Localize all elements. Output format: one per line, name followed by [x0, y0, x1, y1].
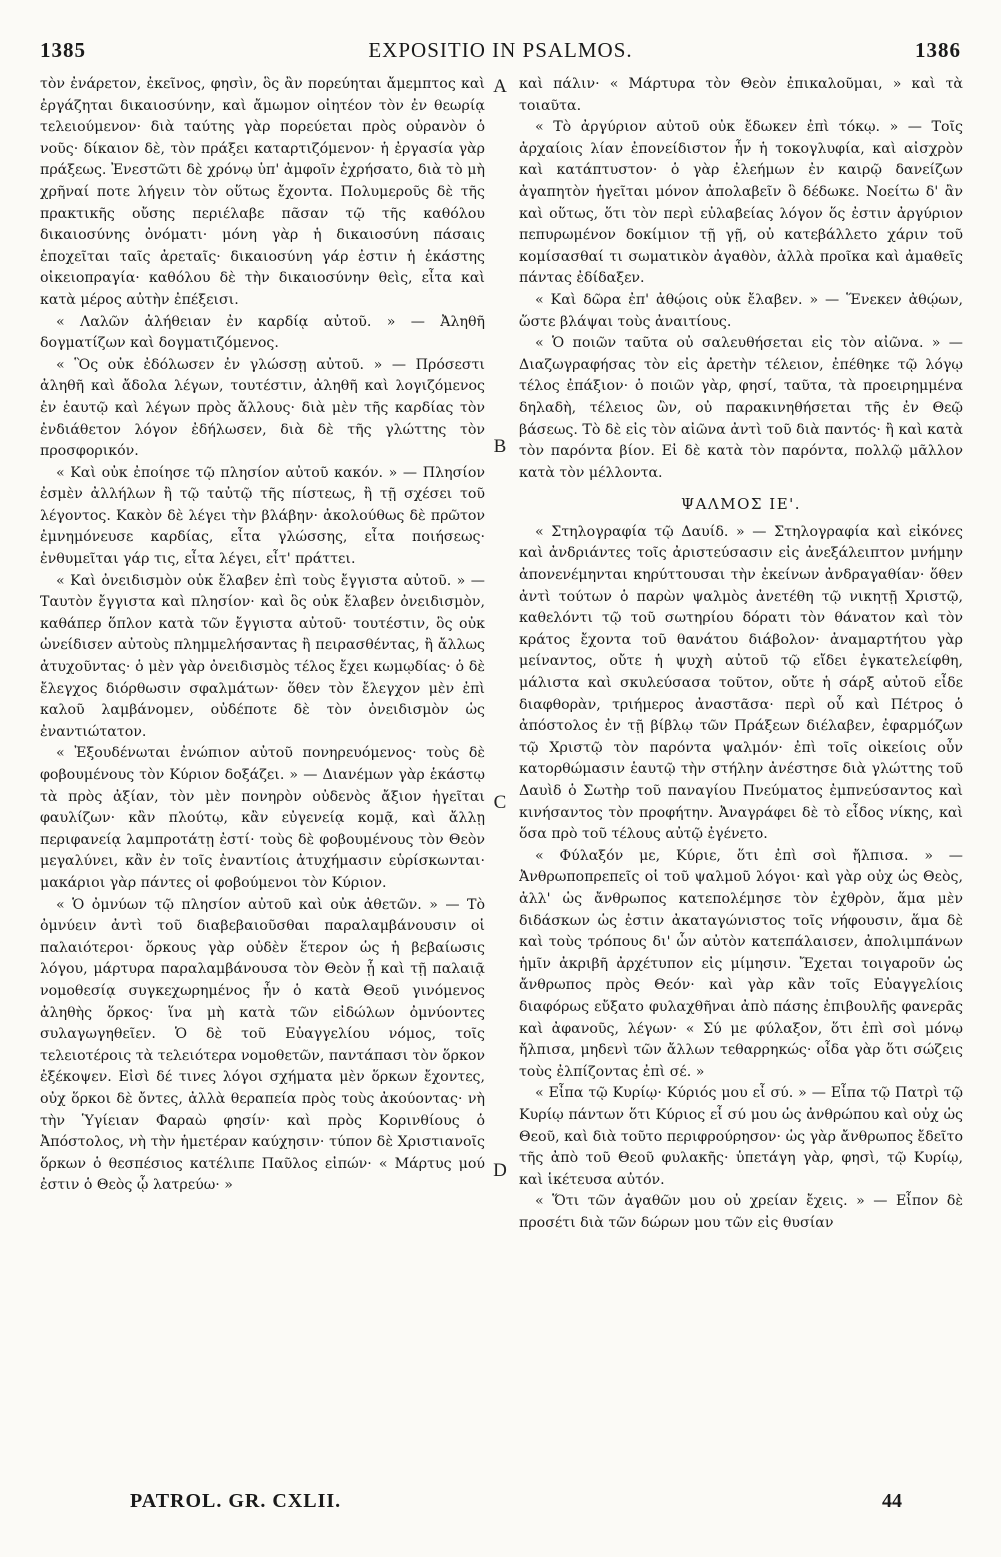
- left-column: [40, 74, 485, 1474]
- margin-marker-b: B: [493, 436, 507, 457]
- right-paragraph-7: « Εἶπα τῷ Κυρίῳ· Κύριός μου εἶ σύ. » — Εἶπα τῷ Πατρὶ τῷ Κυρίῳ πάντων ὅτι Κύριος εἶ σύ μου ὡς ἀνθρώπου καὶ οὐχ ὡς Θεοῦ, καὶ διὰ τοῦτο περιφρούρησον· ὡς γὰρ ἄνθρωπος ἔδεῖτο τῆς ἀπὸ τοῦ Θεοῦ φυλακῆς· ὑπετάγη γὰρ, φησὶ, τῷ Κυρίῳ, καὶ ἱκέτευσα αὐτόν.: [519, 1085, 963, 1188]
- left-paragraph-5: « Καὶ ὀνειδισμὸν οὐκ ἔλαβεν ἐπὶ τοὺς ἔγγιστα αὐτοῦ. » — Ταυτὸν ἔγγιστα καὶ πλησίον· καὶ ὃς οὐκ ἔλαβεν ὀνειδισμὸν, καθάπερ ὅπλον κατὰ τῶν ἔγγιστα αὐτοῦ· τουτέστιν, ὃς οὐκ ὠνείδισεν αὐτοὺς πλημμελήσαντας ἢ πειρασθέντας, ἢ ἄλλως ἀτυχοῦντας· ὁ μὲν γὰρ ὀνειδισμὸς τέλος ἔχει κωμῳδίας· ὁ δὲ ἔλεγχος διόρθωσιν σφαλμάτων· ὅθεν τὸν ἔλεγχον μὲν ἐπὶ καλοῦ λαμβάνομεν, οὐδέποτε δὲ τὸν ὀνειδισμὸν ὡς ἐναντιώτατον.: [40, 572, 485, 740]
- left-paragraph-3: « Ὃς οὐκ ἐδόλωσεν ἐν γλώσσῃ αὐτοῦ. » — Πρόσεστι ἀληθῆ καὶ ἄδολα λέγων, τουτέστιν, ἀληθῆ καὶ λογιζόμενος ἐν ἑαυτῷ καὶ λέγων πρὸς ἄλλους· διὰ μὲν τῆς καρδίας τὸν ἐνδιάθετον λόγον ἐδήλωσεν, διὰ δὲ τῆς γλώττης τὸν προσφορικόν.: [40, 356, 485, 460]
- right-column: [519, 74, 963, 1474]
- margin-marker-c: C: [493, 792, 507, 813]
- gathering-number: 44: [882, 1490, 902, 1512]
- page-footer: [40, 1490, 961, 1530]
- left-paragraph-7: « Ὁ ὀμνύων τῷ πλησίον αὐτοῦ καὶ οὐκ ἀθετῶν. » — Τὸ ὀμνύειν ἀντὶ τοῦ διαβεβαιοῦσθαι παραλαμβάνουσιν οἱ παλαιότεροι· ὅρκους γὰρ οὐδὲν ἕτερον ὡς ἡ βεβαίωσις λόγου, μάρτυρα παραλαμβάνουσα τὸν Θεὸν ᾗ καὶ τῇ παλαιᾷ νομοθεσίᾳ συγκεχωρημένος ἦν ὁ κατὰ Θεοῦ γινόμενος ἀληθὴς ὅρκος· ἵνα μὴ κατὰ τῶν εἰδώλων ὀμνύοντες συλαγωγηθεῖεν. Ὁ δὲ τοῦ Εὐαγγελίου νόμος, τοῖς τελειοτέροις τὰ τελειότερα νομοθετῶν, παντάπασι τὸν ὅρκον ἐξέκοψεν. Εἰσὶ δέ τινες λόγοι σχήματα μὲν ὅρκων ἔχοντες, οὐχ ὅρκοι δὲ ὄντες, ἀλλὰ θεραπεία πρὸς τοὺς ἀκούοντας· νὴ τὴν Ὑγίειαν Φαραὼ φησίν· καὶ πρὸς Κορινθίους ὁ Ἀπόστολος, νὴ τὴν ἡμετέραν καύχησιν· τύπον δὲ Χριστιανοῖς ὅρκων ὁ θεσπέσιος κατέλιπε Παῦλος εἰπών· « Μάρτυς μού ἐστιν ὁ Θεὸς ᾧ λατρεύω· »: [40, 896, 485, 1194]
- right-paragraph-6: « Φύλαξόν με, Κύριε, ὅτι ἐπὶ σοὶ ἤλπισα. » — Ἀνθρωποπρεπεῖς οἱ τοῦ ψαλμοῦ λόγοι· καὶ γὰρ οὐχ ὡς Θεὸς, ἀλλ' ὡς ἄνθρωπος κατεπολέμησε τὸν ἐχθρὸν, ἅμα μὲν διδάσκων ὡς ἐστιν ἀκαταγώνιστος τοῖς νήφουσιν, ἅμα δὲ καὶ τοὺς τρόπους δι' ὧν αὐτὸν κατεπάλαισεν, ἀπολιμπάνων ἡμῖν ἀκριβῆ ἀρχέτυπον εἰς μίμησιν. Ἔχεται τοιγαροῦν ὡς ἄνθρωπος πρὸς Θεόν· καὶ γὰρ κἂν τοῖς Εὐαγγελίοις διαφόρως εὔξατο φυλαχθῆναι ἀπὸ πάσης ἐπιβουλῆς φανερᾶς καὶ ἀφανοῦς, λέγων· « Σύ με φύλαξον, ὅτι ἐπὶ σοὶ μόνῳ ἤλπισα, μηδενὶ τῶν ἄλλων τεθαρρηκώς· οἶδα γὰρ ὅτι σώζεις τοὺς ἐλπίζοντας ἐπὶ σέ. »: [519, 847, 963, 1080]
- running-title: EXPOSITIO IN PSALMOS.: [368, 38, 633, 62]
- left-paragraph-6: « Ἐξουδένωται ἐνώπιον αὐτοῦ πονηρευόμενος· τοὺς δὲ φοβουμένους τὸν Κύριον δοξάζει. » — Διανέμων γὰρ ἑκάστῳ τὰ πρὸς ἀξίαν, τὸν μὲν πονηρὸν οὐδενὸς ἄξιον ἡγεῖται φαυλίζων· κἂν πλούτῳ, κἂν εὐγενείᾳ κομᾷ, καὶ ἄλλῃ περιφανείᾳ λαμπροτάτῃ ἐστί· τοὺς δὲ φοβουμένους τὸν Θεὸν μεγαλύνει, κἂν ἐν τοῖς ἐναντίοις ἀτυχήμασιν εὑρίσκωνται· μακάριοι γὰρ πάντες οἱ φοβούμενοι τὸν Κύριον.: [40, 745, 485, 891]
- right-paragraph-5: « Στηλογραφία τῷ Δαυίδ. » — Στηλογραφία καὶ εἰκόνες καὶ ἀνδριάντες τοῖς ἀριστεύσασιν εἰς ἀνεξάλειπτον μνήμην ἀπονενέμηνται κηρύττουσαι τὴν ἐκείνων ἀνδραγαθίαν· ὅθεν ἀντὶ τούτων ὁ παρὼν ψαλμὸς ἀνετέθη τῷ νικητῇ Χριστῷ, καθελόντι τῷ τοῦ σωτηρίου δόρατι τὸν θάνατον καὶ τὸν κράτος ἔχοντα τοῦ θανάτου διάβολον· ἀναμαρτήτου γὰρ μείναντος, οὔτε ἡ ψυχὴ αὐτοῦ τῷ εἴδει ἐγκατελείφθη, μάλιστα καὶ σκυλεύσασα τοῦτον, οὔτε ἡ σάρξ αὐτοῦ εἶδε διαφθορὰν, τριήμερος ἀναστᾶσα· περὶ οὗ καὶ Πέτρος ὁ ἀπόστολος ἐν τῇ βίβλῳ τῶν Πράξεων διέλαβεν, ἐφαρμόζων τῷ Χριστῷ τὸν παρόντα ψαλμόν· ἐπὶ τοῖς οἰκείοις οὖν κατορθώμασιν ἑαυτῷ τὴν στήλην ἀνέστησε διὰ γλώττης τοῦ Δαυὶδ ὁ Σωτὴρ τοῦ παναγίου Πνεύματος ἐμπνεύσαντος καὶ κινήσαντος τὸν προφήτην. Ἀναγράφει δὲ τὸ εἶδος νίκης, καὶ ὅσα πρὸ τοῦ τέλους αὐτῷ ἐγένετο.: [519, 523, 963, 843]
- section-heading: ΨΑΛΜΟΣ ΙΕ'.: [680, 495, 802, 514]
- right-paragraph-2: « Τὸ ἀργύριον αὐτοῦ οὐκ ἔδωκεν ἐπὶ τόκῳ. » — Τοῖς ἀρχαίοις λίαν ἐπονείδιστον ἦν ἡ τοκογλυφία, καὶ αἰσχρὸν καὶ κατάπτυστον· ὁ γὰρ ἐλεήμων ἐν καιρῷ δανείζων ἀγαπητὸν ἡγεῖται μόνον ἀπολαβεῖν ὃ δέδωκε. Νοείτω δ' ἂν καὶ οὕτως, ὅτι τὸν περὶ εὐλαβείας λόγον ὅς ἐστιν ἀργύριον πεπυρωμένον δοκίμιον τῇ γῇ, οὐ κατεβάλλετο χάριν τοῦ κομίσασθαί τι σωματικὸν ἀγαθὸν, ἀλλὰ προῖκα καὶ ἀμαθεῖς πάντας ἐδίδαξεν.: [519, 119, 963, 287]
- running-header: [40, 38, 961, 68]
- signature-mark: PATROL. GR. CXLII.: [130, 1490, 342, 1512]
- page-number-right: 1386: [915, 38, 961, 62]
- page-number-left: 1385: [40, 38, 86, 62]
- margin-marker-a: A: [493, 76, 507, 97]
- right-paragraph-3: « Καὶ δῶρα ἐπ' ἀθῴοις οὐκ ἔλαβεν. » — Ἕνεκεν ἀθῴων, ὥστε βλάψαι τοὺς ἀναιτίους.: [519, 291, 963, 330]
- right-paragraph-4: « Ὁ ποιῶν ταῦτα οὐ σαλευθήσεται εἰς τὸν αἰῶνα. » — Διαζωγραφήσας τὸν εἰς ἀρετὴν τέλειον, ἐπέθηκε τῷ λόγῳ τέλος ἐπάξιον· ὁ ποιῶν γὰρ, φησί, ταῦτα, τὰ προειρημμένα δηλαδὴ, τέλειος ὢν, οὐ παρακινηθήσεται τῆς ἐν Θεῷ βάσεως. Τὸ δὲ εἰς τὸν αἰῶνα ἀντὶ τοῦ διὰ παντός· ἢ καὶ κατὰ τὸν παρόντα βίον. Εἰ δὲ κατὰ τὸν παρόντα, πολλῷ μᾶλλον κατὰ τὸν μέλλοντα.: [519, 335, 963, 481]
- left-paragraph-4: « Καὶ οὐκ ἐποίησε τῷ πλησίον αὐτοῦ κακόν. » — Πλησίον ἐσμὲν ἀλλήλων ἢ τῷ ταὐτῷ τῆς πίστεως, ἢ τῇ σχέσει τοῦ λέγοντος. Κακὸν δὲ λέγει τὴν βλάβην· ἀκολούθως δὲ πρῶτον ἐμνημόνευσε καρδίας, εἶτα γλώσσης, εἶτα ποιήσεως· ἐνθυμεῖται γάρ τις, εἶτα λέγει, εἶτ' πράττει.: [40, 464, 485, 568]
- left-paragraph-2: « Λαλῶν ἀλήθειαν ἐν καρδίᾳ αὐτοῦ. » — Ἀληθῆ δογματίζων καὶ δογματιζόμενος.: [40, 313, 485, 352]
- left-paragraph-1: τὸν ἐνάρετον, ἐκεῖνος, φησὶν, ὃς ἂν πορεύηται ἄμεμπτος καὶ ἐργάζηται δικαιοσύνην, καὶ ἄμωμον οἰητέον τὸν ἐν θεωρίᾳ τελειούμενον· διὰ ταύτης γὰρ πορεύεται πρὸς οὐρανὸν ὁ νοῦς· δίκαιον δὲ, τὸν πράξει καταρτιζόμενον· ἡ ἐργασία γὰρ πράξεως. Ἐνεστῶτι δὲ χρόνῳ ὑπ' ἀμφοῖν ἐχρήσατο, διὰ τὸ μὴ χρῆναί ποτε λήγειν τὸν οὕτως ἔχοντα. Πολυμεροῦς δὲ τῆς πρακτικῆς οὔσης περιέλαβε πᾶσαν τῷ τῆς καθόλου δικαιοσύνης ὀνόματι· μόνη γὰρ ἡ δικαιοσύνη πάσαις ἐποχεῖται ταῖς ἀρεταῖς· δικαιοσύνη γάρ ἐστιν ἡ ἑκάστης οἰκειοπραγία· καθόλου δὲ τὴν δικαιοσύνην θεὶς, εἶτα καὶ κατὰ μέρος αὐτὴν ἐπέξεισι.: [40, 76, 485, 308]
- right-paragraph-1: καὶ πάλιν· « Μάρτυρα τὸν Θεὸν ἐπικαλοῦμαι, » καὶ τὰ τοιαῦτα.: [519, 76, 963, 114]
- right-paragraph-8: « Ὅτι τῶν ἀγαθῶν μου οὐ χρείαν ἔχεις. » — Εἶπον δὲ προσέτι διὰ τῶν δώρων μου τῶν εἰς θυσίαν: [519, 1193, 963, 1231]
- margin-marker-d: D: [493, 1160, 507, 1181]
